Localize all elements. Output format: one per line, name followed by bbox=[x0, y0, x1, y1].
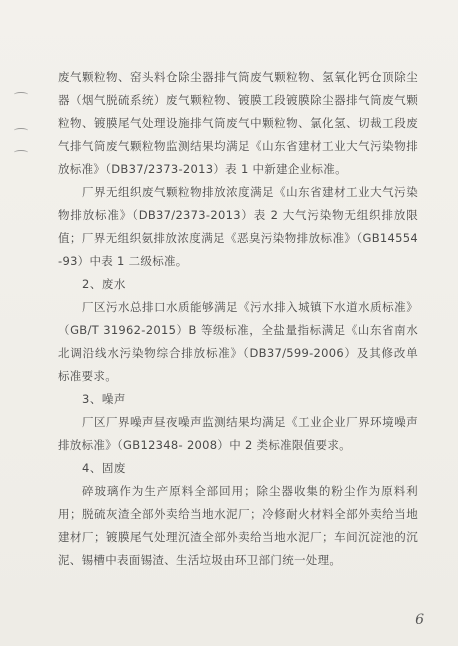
paragraph-wastewater: 厂区污水总排口水质能够满足《污水排入城镇下水道水质标准》（GB/T 31962-2015）B 等级标准，全盐量指标满足《山东省南水北调沿线水污染物综合排放标准》（DB37/599-2006）及其修改单标准要求。 bbox=[58, 300, 418, 383]
section-heading-solid-waste: 4、固废 bbox=[82, 461, 126, 475]
section-heading-noise: 3、噪声 bbox=[82, 392, 126, 406]
margin-scan-mark bbox=[14, 92, 28, 97]
paragraph-solid-waste: 碎玻璃作为生产原料全部回用；除尘器收集的粉尘作为原料利用；脱硫灰渣全部外卖给当地水泥厂；冷修耐火材料全部外卖给当地建材厂；镀膜尾气处理沉渣全部外卖给当地水泥厂；车间沉淀池的沉泥、锡槽中表面锡渣、生活垃圾由环卫部门统一处理。 bbox=[58, 484, 418, 567]
page-number: 6 bbox=[415, 612, 424, 628]
margin-scan-mark bbox=[14, 150, 28, 155]
section-heading-wastewater: 2、废水 bbox=[82, 277, 126, 291]
paragraph-noise: 厂区厂界噪声昼夜噪声监测结果均满足《工业企业厂界环境噪声排放标准》（GB12348- 2008）中 2 类标准限值要求。 bbox=[58, 415, 418, 452]
margin-scan-mark bbox=[14, 128, 28, 133]
paragraph-air-emissions: 废气颗粒物、窑头料仓除尘器排气筒废气颗粒物、氢氧化钙仓顶除尘器（烟气脱硫系统）废气颗粒物、镀膜工段镀膜除尘器排气筒废气颗粒物、镀膜尾气处理设施排气筒废气中颗粒物、氯化氢、切裁工段废气排气筒废气颗粒物监测结果均满足《山东省建材工业大气污染物排放标准》（DB37/2373-2013）表 1 中新建企业标准。 bbox=[58, 70, 418, 176]
paragraph-fugitive-emissions: 厂界无组织废气颗粒物排放浓度满足《山东省建材工业大气污染物排放标准》（DB37/2373-2013）表 2 大气污染物无组织排放限值；厂界无组织氨排放浓度满足《恶臭污染物排放标准》（GB14554-93）中表 1 二级标准。 bbox=[58, 185, 418, 268]
document-body bbox=[58, 66, 418, 572]
